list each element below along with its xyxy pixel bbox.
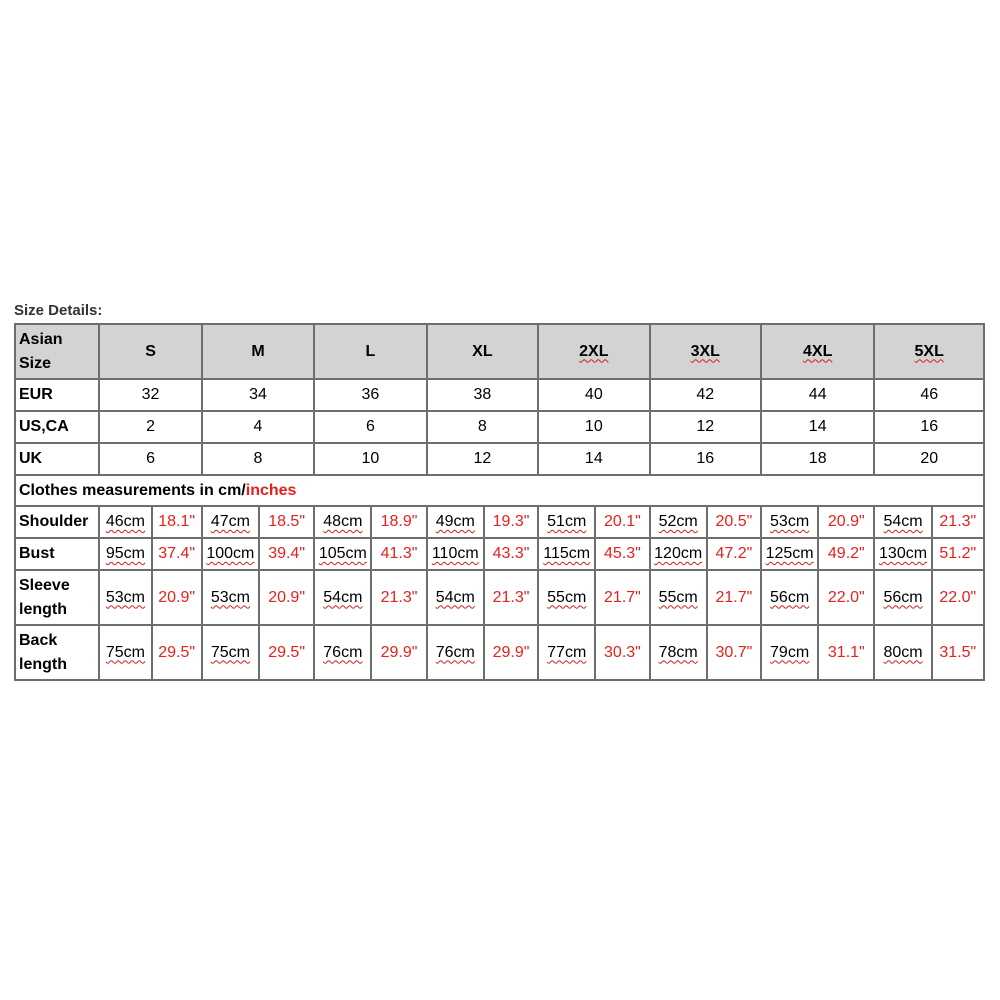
measurement-row: [15, 506, 984, 538]
size-header-cell: [650, 324, 761, 379]
cm-value-text: 125cm: [765, 545, 814, 562]
cm-value-text: 95cm: [105, 545, 145, 562]
cm-value-text: 48cm: [323, 513, 363, 530]
cm-value-text: 53cm: [770, 513, 810, 530]
size-label: 2XL: [579, 342, 609, 360]
cm-value-text: 80cm: [883, 643, 923, 661]
cm-value: [314, 570, 371, 625]
cm-value-text: 78cm: [658, 643, 698, 661]
cm-value-text: 56cm: [770, 588, 810, 606]
size-label: L: [365, 342, 376, 360]
cm-value: [761, 625, 818, 680]
cm-value-text: 51cm: [547, 513, 587, 530]
inch-value: 29.9": [371, 625, 426, 680]
conversion-value: 14: [538, 443, 649, 475]
inch-value: 29.9": [484, 625, 538, 680]
conversion-value: 10: [538, 411, 649, 443]
size-label: M: [251, 342, 265, 360]
inch-value: 37.4": [152, 538, 202, 570]
inch-value: 21.3": [371, 570, 426, 625]
conversion-value: 32: [99, 379, 201, 411]
conversion-value: 16: [874, 411, 984, 443]
asian-size-label: Asian Size: [15, 324, 99, 379]
measurement-row-label: Back length: [15, 625, 99, 680]
cm-value: [761, 506, 818, 538]
conversion-value: 10: [314, 443, 426, 475]
cm-value: [874, 625, 931, 680]
conversion-value: 12: [427, 443, 538, 475]
measurement-row-label: Bust: [15, 538, 99, 570]
cm-value-text: 105cm: [318, 545, 367, 562]
cm-value-text: 100cm: [206, 545, 255, 562]
size-header-row: [15, 324, 984, 379]
conversion-value: 8: [202, 443, 314, 475]
conversion-row: [15, 443, 984, 475]
cm-value-text: 54cm: [323, 588, 363, 606]
cm-value: [427, 625, 484, 680]
inch-value: 21.7": [595, 570, 649, 625]
conversion-row: [15, 411, 984, 443]
cm-value: [99, 538, 151, 570]
inch-value: 47.2": [707, 538, 761, 570]
size-header-cell: [761, 324, 874, 379]
size-table: [14, 323, 985, 681]
cm-value-text: 46cm: [105, 513, 145, 530]
inch-value: 18.1": [152, 506, 202, 538]
cm-value-text: 55cm: [547, 588, 587, 606]
cm-value-text: 130cm: [879, 545, 928, 562]
cm-value: [538, 570, 595, 625]
size-label: 5XL: [914, 342, 944, 360]
measurement-row: [15, 625, 984, 680]
cm-value-text: 110cm: [431, 545, 479, 562]
cm-value: [538, 506, 595, 538]
cm-value-text: 54cm: [883, 513, 923, 530]
measurement-row-label: Shoulder: [15, 506, 99, 538]
size-header-cell: [538, 324, 649, 379]
conversion-value: 8: [427, 411, 538, 443]
inch-value: 31.1": [818, 625, 874, 680]
inch-value: 20.9": [152, 570, 202, 625]
measurement-row: [15, 570, 984, 625]
cm-value-text: 54cm: [435, 588, 475, 606]
size-header-cell: [874, 324, 984, 379]
size-details-heading: Size Details:: [14, 302, 103, 319]
cm-value-text: 75cm: [210, 643, 250, 661]
inch-value: 43.3": [484, 538, 538, 570]
cm-value: [761, 570, 818, 625]
measurement-row: [15, 538, 984, 570]
cm-value-text: 56cm: [883, 588, 923, 606]
cm-value-text: 47cm: [210, 513, 250, 530]
cm-value-text: 76cm: [435, 643, 475, 661]
size-label: XL: [472, 342, 493, 360]
conversion-value: 4: [202, 411, 314, 443]
cm-value: [314, 625, 371, 680]
conversion-value: 6: [314, 411, 426, 443]
inch-value: 20.9": [259, 570, 314, 625]
cm-value-text: 77cm: [547, 643, 587, 661]
inch-value: 29.5": [259, 625, 314, 680]
size-header-cell: [99, 324, 201, 379]
cm-value-text: 53cm: [105, 588, 145, 606]
cm-value-text: 115cm: [543, 545, 591, 562]
size-chart: [14, 302, 985, 681]
cm-value: [99, 570, 151, 625]
cm-value: [202, 538, 259, 570]
size-header-cell: [202, 324, 314, 379]
cm-value: [538, 625, 595, 680]
cm-value-text: 52cm: [658, 513, 698, 530]
cm-value-text: 53cm: [210, 588, 250, 606]
measurements-section-row: [15, 475, 984, 506]
cm-value: [874, 538, 931, 570]
cm-value-text: 75cm: [105, 643, 145, 661]
inch-value: 21.7": [707, 570, 761, 625]
inch-value: 18.9": [371, 506, 426, 538]
cm-value: [427, 538, 484, 570]
inch-value: 22.0": [818, 570, 874, 625]
cm-value: [427, 570, 484, 625]
cm-value: [202, 625, 259, 680]
cm-value: [99, 625, 151, 680]
cm-value-text: 76cm: [323, 643, 363, 661]
inch-value: 39.4": [259, 538, 314, 570]
conversion-row-label: EUR: [15, 379, 99, 411]
cm-value-text: 49cm: [435, 513, 475, 530]
conversion-value: 20: [874, 443, 984, 475]
cm-value: [874, 570, 931, 625]
conversion-value: 36: [314, 379, 426, 411]
conversion-row: [15, 379, 984, 411]
inch-value: 45.3": [595, 538, 649, 570]
cm-value-text: 55cm: [658, 588, 698, 606]
cm-value: [202, 506, 259, 538]
conversion-value: 38: [427, 379, 538, 411]
inch-value: 51.2": [932, 538, 984, 570]
inch-value: 41.3": [371, 538, 426, 570]
conversion-value: 18: [761, 443, 874, 475]
cm-value: [314, 538, 371, 570]
measurement-row-label: Sleeve length: [15, 570, 99, 625]
conversion-row-label: UK: [15, 443, 99, 475]
inch-value: 30.7": [707, 625, 761, 680]
cm-value: [99, 506, 151, 538]
cm-value-text: 79cm: [770, 643, 810, 661]
inch-value: 18.5": [259, 506, 314, 538]
inch-value: 20.9": [818, 506, 874, 538]
conversion-value: 44: [761, 379, 874, 411]
conversion-value: 12: [650, 411, 761, 443]
inch-value: 22.0": [932, 570, 984, 625]
cm-value: [202, 570, 259, 625]
conversion-value: 40: [538, 379, 649, 411]
conversion-value: 42: [650, 379, 761, 411]
cm-value: [874, 506, 931, 538]
conversion-value: 34: [202, 379, 314, 411]
inch-value: 20.5": [707, 506, 761, 538]
cm-value: [314, 506, 371, 538]
cm-value: [427, 506, 484, 538]
inch-value: 21.3": [484, 570, 538, 625]
cm-value-text: 120cm: [654, 545, 703, 562]
cm-value: [650, 625, 707, 680]
cm-value: [761, 538, 818, 570]
size-header-cell: [427, 324, 538, 379]
inch-value: 31.5": [932, 625, 984, 680]
cm-value: [650, 506, 707, 538]
conversion-value: 46: [874, 379, 984, 411]
conversion-row-label: US,CA: [15, 411, 99, 443]
size-label: S: [145, 342, 156, 360]
section-title-prefix: Clothes measurements in cm/: [19, 481, 246, 499]
size-header-cell: [314, 324, 426, 379]
inch-value: 20.1": [595, 506, 649, 538]
inch-value: 30.3": [595, 625, 649, 680]
conversion-value: 14: [761, 411, 874, 443]
cm-value: [538, 538, 595, 570]
conversion-value: 6: [99, 443, 201, 475]
inch-value: 29.5": [152, 625, 202, 680]
inch-value: 19.3": [484, 506, 538, 538]
size-label: 3XL: [690, 342, 720, 360]
measurements-section-title: [15, 475, 984, 506]
conversion-value: 16: [650, 443, 761, 475]
inch-value: 21.3": [932, 506, 984, 538]
cm-value: [650, 538, 707, 570]
inch-value: 49.2": [818, 538, 874, 570]
size-label: 4XL: [803, 342, 833, 360]
cm-value: [650, 570, 707, 625]
conversion-value: 2: [99, 411, 201, 443]
section-title-inches: inches: [245, 481, 297, 499]
